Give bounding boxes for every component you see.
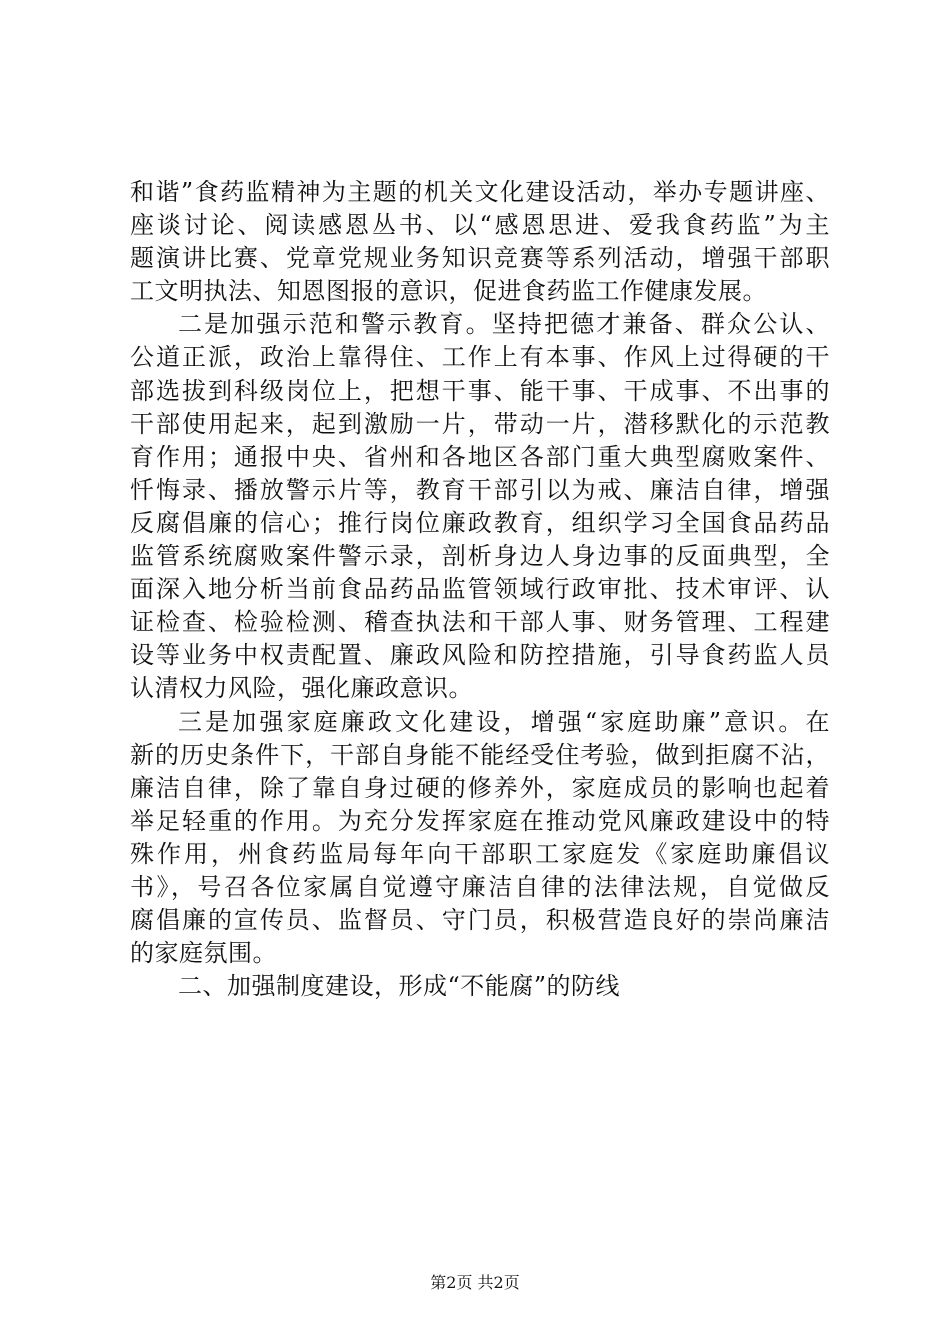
paragraph-start-line: 二是加强示范和警示教育。坚持把德才兼备、群众公认、 [178,310,830,339]
section-heading: 二、加强制度建设，形成“不能腐”的防线 [178,972,621,1001]
text-line: 举足轻重的作用。为充分发挥家庭在推动党风廉政建设中的特 [130,806,830,835]
document-body [130,176,830,1003]
text-line: 工文明执法、知恩图报的意识，促进食药监工作健康发展。 [130,277,767,306]
text-line: 新的历史条件下，干部自身能不能经受住考验，做到拒腐不沾， [130,740,830,769]
text-line: 廉洁自律，除了靠自身过硬的修养外，家庭成员的影响也起着 [130,773,830,802]
page-footer [0,1273,950,1293]
text-line: 腐倡廉的宣传员、监督员、守门员，积极营造良好的崇尚廉洁 [130,906,830,935]
text-line: 座谈讨论、阅读感恩丛书、以“感恩思进、爱我食药监”为主 [130,211,830,240]
text-line: 认清权力风险，强化廉政意识。 [130,674,473,703]
text-line: 面深入地分析当前食品药品监管领域行政审批、技术审评、认 [130,575,830,604]
text-line: 题演讲比赛、党章党规业务知识竞赛等系列活动，增强干部职 [130,244,830,273]
text-line: 证检查、检验检测、稽查执法和干部人事、财务管理、工程建 [130,608,830,637]
text-line: 监管系统腐败案件警示录，剖析身边人身边事的反面典型，全 [130,542,830,571]
text-line: 公道正派，政治上靠得住、工作上有本事、作风上过得硬的干 [130,343,830,372]
text-line: 干部使用起来，起到激励一片，带动一片，潜移默化的示范教 [130,409,830,438]
text-line: 设等业务中权责配置、廉政风险和防控措施，引导食药监人员 [130,641,830,670]
text-line: 育作用；通报中央、省州和各地区各部门重大典型腐败案件、 [130,442,830,471]
paragraph-start-line: 三是加强家庭廉政文化建设，增强“家庭助廉”意识。在 [178,707,830,736]
text-line: 和谐”食药监精神为主题的机关文化建设活动，举办专题讲座、 [130,178,830,206]
text-line: 殊作用，州食药监局每年向干部职工家庭发《家庭助廉倡议 [130,839,830,868]
text-line: 忏悔录、播放警示片等，教育干部引以为戒、廉洁自律，增强 [130,475,830,504]
text-line: 的家庭氛围。 [130,939,277,968]
page-number-label: 第2页 共2页 [430,1273,520,1292]
text-line: 书》，号召各位家属自觉遵守廉洁自律的法律法规，自觉做反 [130,872,830,901]
text-line: 部选拔到科级岗位上，把想干事、能干事、干成事、不出事的 [130,376,830,405]
text-line: 反腐倡廉的信心；推行岗位廉政教育，组织学习全国食品药品 [130,508,830,537]
